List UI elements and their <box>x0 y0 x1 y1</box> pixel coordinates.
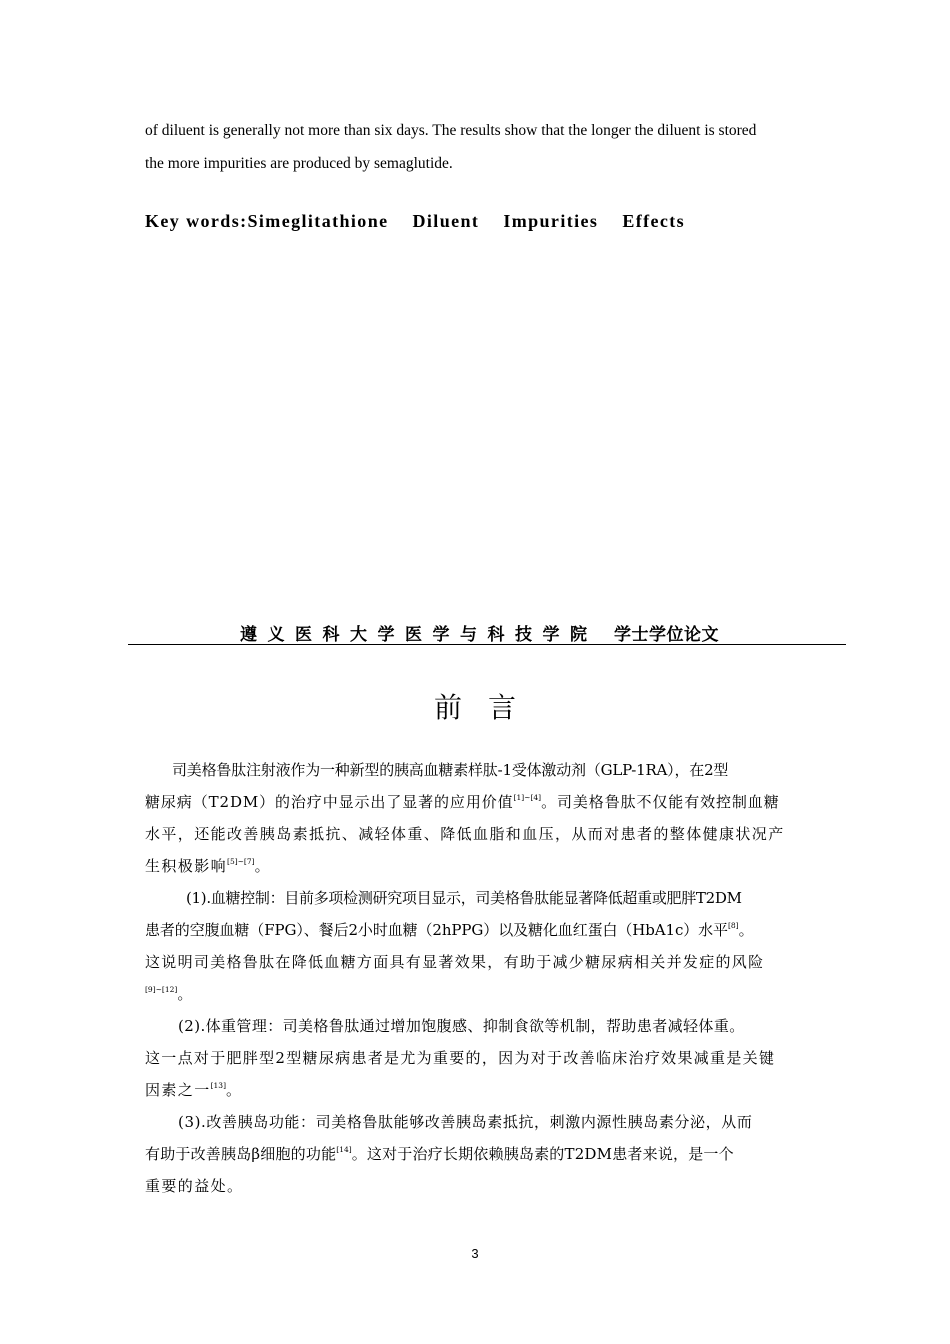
p4-line-2-text-b: 。这对于治疗长期依赖胰岛素的T2DM患者来说，是一个 <box>351 1145 734 1163</box>
abstract-line-1: of diluent is generally not more than six days. The results show that the longer the diluent is stored <box>145 122 757 139</box>
p2-line-2 <box>145 923 754 938</box>
citation-ref: [14] <box>336 1145 352 1154</box>
keyword-3: Impurities <box>503 211 599 231</box>
header-thesis-type: 学士学位论文 <box>614 625 719 645</box>
p4-line-3: 重要的益处。 <box>145 1177 244 1195</box>
page-number: 3 <box>471 1246 479 1261</box>
keywords-label: Key words: <box>145 211 248 231</box>
citation-ref: [5]~[7] <box>227 857 255 866</box>
header-school-name: 遵义医科大学医学与科技学院 <box>240 625 598 645</box>
p1-line-2-text-a: 糖尿病（T2DM）的治疗中显示出了显著的应用价值 <box>145 793 514 811</box>
p4-line-1: (3).改善胰岛功能：司美格鲁肽能够改善胰岛素抵抗，刺激内源性胰岛素分泌，从而 <box>178 1113 753 1131</box>
p1-line-4-text-b: 。 <box>254 857 271 875</box>
keyword-4: Effects <box>622 211 686 231</box>
citation-ref: [13] <box>210 1081 227 1090</box>
p3-line-2: 这一点对于肥胖型2型糖尿病患者是尤为重要的，因为对于改善临床治疗效果减重是关键 <box>145 1049 776 1067</box>
p1-line-1: 司美格鲁肽注射液作为一种新型的胰高血糖素样肽-1受体激动剂（GLP-1RA），在2型 <box>172 761 729 779</box>
keyword-1: Simeglitathione <box>247 211 389 231</box>
section-title: 前言 <box>433 691 542 724</box>
p2-line-2-text-b: 。 <box>738 921 754 939</box>
citation-ref: [9]~[12] <box>145 985 178 994</box>
p2-line-1: (1).血糖控制：目前多项检测研究项目显示，司美格鲁肽能显著降低超重或肥胖T2DM <box>186 889 742 907</box>
citation-ref: [8] <box>727 921 739 930</box>
p2-line-3: 这说明司美格鲁肽在降低血糖方面具有显著效果，有助于减少糖尿病相关并发症的风险 <box>145 953 765 971</box>
p2-line-4-text-b: 。 <box>177 985 193 1003</box>
p4-line-2 <box>145 1147 734 1162</box>
p2-line-4 <box>145 987 192 1002</box>
p4-line-2-text-a: 有助于改善胰岛β细胞的功能 <box>145 1145 337 1163</box>
p1-line-4 <box>145 859 271 874</box>
p1-line-4-text-a: 生积极影响 <box>145 857 228 875</box>
p1-line-2 <box>145 795 780 810</box>
p3-line-3-text-a: 因素之一 <box>145 1081 211 1099</box>
p1-line-2-text-b: 。司美格鲁肽不仅能有效控制血糖 <box>541 793 780 811</box>
keywords-line <box>145 211 685 232</box>
keyword-2: Diluent <box>412 211 480 231</box>
citation-ref: [1]~[4] <box>513 793 542 802</box>
p1-line-3: 水平，还能改善胰岛素抵抗、减轻体重、降低血脂和血压，从而对患者的整体健康状况产 <box>145 825 785 843</box>
p3-line-1: (2).体重管理：司美格鲁肽通过增加饱腹感、抑制食欲等机制，帮助患者减轻体重。 <box>178 1017 745 1035</box>
p3-line-3-text-b: 。 <box>226 1081 243 1099</box>
p3-line-3 <box>145 1083 242 1098</box>
p2-line-2-text-a: 患者的空腹血糖（FPG）、餐后2小时血糖（2hPPG）以及糖化血红蛋白（HbA1c）水平 <box>145 921 728 939</box>
header-rule <box>128 644 846 645</box>
abstract-line-2: the more impurities are produced by semaglutide. <box>145 155 453 172</box>
